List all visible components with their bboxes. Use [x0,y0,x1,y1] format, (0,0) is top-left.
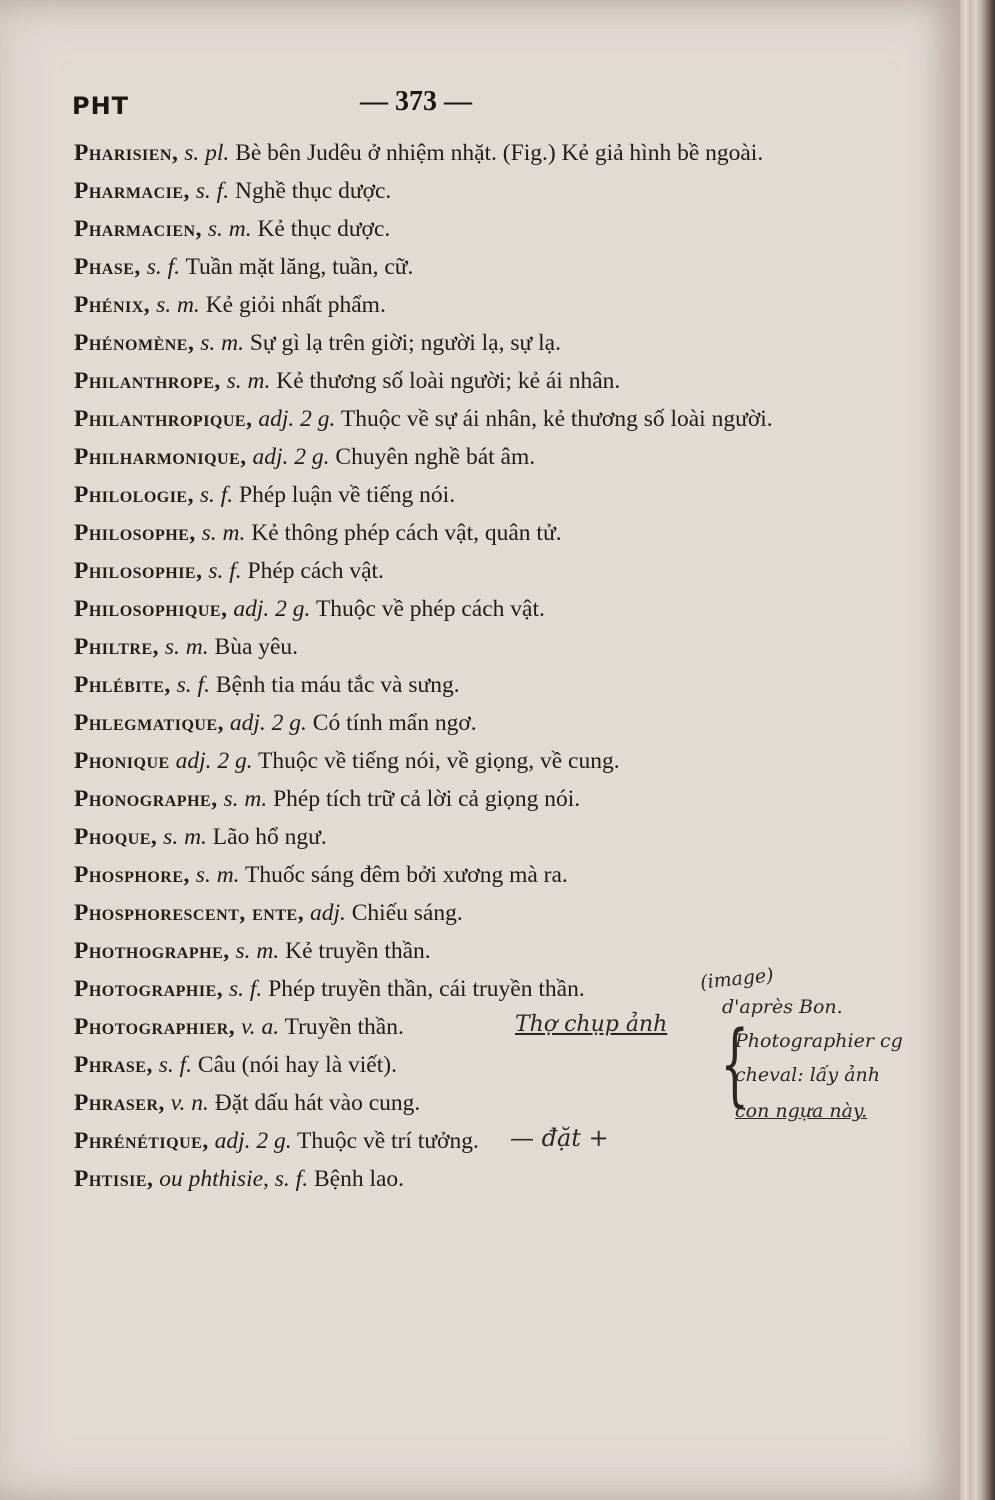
book-page-edges [960,0,995,1500]
definition: Truyền thần. [279,1014,404,1040]
grammar-label: adj. [304,900,346,926]
headword: Phothographe, [74,938,230,964]
dictionary-entry [74,780,794,818]
definition: Chiếu sáng. [345,900,463,926]
headword: Phtisie, [74,1166,154,1192]
definition: Bè bên Judêu ở nhiệm nhặt. (Fig.) Kẻ giả hình bề ngoài. [229,140,764,166]
dictionary-entry [74,514,794,552]
handwritten-note-con-ngua: con ngựa này. [735,1100,868,1122]
dictionary-entry [74,894,794,932]
definition: Câu (nói hay là viết). [192,1052,397,1078]
dictionary-entry [74,324,794,362]
headword: Phénix, [74,292,151,318]
dictionary-entry [74,248,794,286]
definition: Kẻ thương số loài người; kẻ ái nhân. [270,368,621,394]
grammar-label: s. m. [159,634,209,660]
dictionary-entry [74,1084,794,1122]
headword: Phlegmatique, [74,710,225,736]
dictionary-entry [74,476,794,514]
definition: Bệnh lao. [308,1166,405,1192]
headword: Phonographe, [74,786,218,812]
grammar-label: s. m. [220,368,271,394]
definition: Kẻ thông phép cách vật, quân tử. [245,520,562,546]
dictionary-entry [74,172,794,210]
grammar-label: s. pl. [178,140,230,166]
definition: Bùa yêu. [208,634,299,660]
definition: Thuộc về sự ái nhân, kẻ thương số loài người. [335,406,773,432]
definition: Thuộc về tiếng nói, về giọng, về cung. [252,748,620,774]
grammar-label: ou phthisie, s. f. [153,1166,309,1192]
headword: Phlébite, [74,672,171,698]
grammar-label: s. m. [157,824,207,850]
dictionary-entry [74,818,794,856]
headword: Philanthrope, [74,368,221,394]
grammar-label: adj. 2 g. [169,748,253,774]
grammar-label: s. m. [189,862,240,888]
grammar-label: adj. 2 g. [227,596,311,622]
headword: Phrase, [74,1052,153,1078]
grammar-label: v. n. [164,1090,209,1116]
headword: Pharmacie, [74,178,190,204]
grammar-label: s. f. [189,178,230,204]
definition: Thuốc sáng đêm bởi xương mà ra. [239,862,568,888]
handwritten-note-dat: — đặt + [510,1124,609,1152]
headword: Phénomène, [74,330,195,356]
grammar-label: s. m. [217,786,268,812]
handwritten-note-cheval: cheval: lấy ảnh [735,1064,880,1086]
definition: Tuần mặt lăng, tuần, cữ. [180,254,414,280]
dictionary-entry [74,856,794,894]
handwritten-note-photographer: Thợ chụp ảnh [515,1012,668,1037]
dictionary-entry [74,742,794,780]
grammar-label: s. f. [152,1052,193,1078]
headword: Phonique [74,748,170,774]
definition: Đặt dấu hát vào cung. [208,1090,421,1116]
dictionary-entry [74,400,794,438]
headword: Pharisien, [74,140,179,166]
headword: Phase, [74,254,141,280]
grammar-label: adj. 2 g. [246,444,330,470]
grammar-label: s. m. [194,330,244,356]
headword: Phoque, [74,824,158,850]
grammar-label: s. m. [201,216,252,242]
definition: Thuộc về trí tưởng. [291,1128,479,1154]
dictionary-entry [74,704,794,742]
page-number: — 373 — [360,86,472,117]
grammar-label: adj. 2 g. [208,1128,292,1154]
definition: Phép truyền thần, cái truyền thần. [262,976,585,1002]
definition: Nghề thục dược. [229,178,392,204]
definition: Kẻ truyền thần. [279,938,431,964]
definition: Phép cách vật. [241,558,384,584]
headword: Philosophique, [74,596,228,622]
grammar-label: s. f. [223,976,263,1002]
definition: Chuyên nghề bát âm. [329,444,536,470]
dictionary-entry [74,552,794,590]
grammar-label: s. m. [229,938,280,964]
grammar-label: v. a. [235,1014,280,1040]
dictionary-entry [74,286,794,324]
dictionary-entries [74,134,794,1198]
headword: Phrénétique, [74,1128,209,1154]
handwritten-note-photographier: Photographier cg [735,1030,903,1052]
dictionary-entry [74,438,794,476]
grammar-label: s. f. [140,254,180,280]
handwritten-brace: { [720,1012,749,1117]
handwritten-note-image: (image) [699,964,775,994]
grammar-label: adj. 2 g. [252,406,336,432]
headword: Philosophie, [74,558,203,584]
headword: Philosophe, [74,520,196,546]
headword: Philtre, [74,634,160,660]
handwritten-note-source: d'après Bon. [722,996,843,1018]
definition: Kẻ thục dược. [251,216,391,242]
headword: Photographier, [74,1014,236,1040]
definition: Phép luận về tiếng nói. [233,482,456,508]
definition: Bệnh tia máu tắc và sưng. [209,672,460,698]
headword: Phosphore, [74,862,190,888]
dictionary-entry [74,1122,794,1160]
dictionary-entry [74,362,794,400]
dictionary-entry [74,628,794,666]
headword: Philanthropique, [74,406,253,432]
grammar-label: s. f. [193,482,234,508]
definition: Sự gì lạ trên giời; người lạ, sự lạ. [243,330,561,356]
headword: Pharmacien, [74,216,202,242]
dictionary-entry [74,666,794,704]
running-header: PHT [72,92,130,120]
dictionary-entry [74,210,794,248]
grammar-label: s. f. [202,558,242,584]
dictionary-entry [74,590,794,628]
dictionary-entry [74,1160,794,1198]
headword: Philologie, [74,482,194,508]
dictionary-entry [74,134,794,172]
definition: Có tính mẩn ngơ. [306,710,477,736]
dictionary-entry [74,932,794,970]
headword: Phosphorescent, ente, [74,900,305,926]
grammar-label: s. m. [195,520,246,546]
dictionary-entry [74,1046,794,1084]
headword: Phraser, [74,1090,165,1116]
grammar-label: s. f. [170,672,210,698]
definition: Thuộc về phép cách vật. [310,596,545,622]
definition: Phép tích trữ cả lời cả giọng nói. [267,786,581,812]
headword: Photographie, [74,976,224,1002]
grammar-label: s. m. [150,292,200,318]
headword: Philharmonique, [74,444,247,470]
dictionary-entry [74,1008,794,1046]
definition: Kẻ giỏi nhất phẩm. [199,292,386,318]
grammar-label: adj. 2 g. [224,710,307,736]
dictionary-entry [74,970,794,1008]
definition: Lão hổ ngư. [206,824,327,850]
